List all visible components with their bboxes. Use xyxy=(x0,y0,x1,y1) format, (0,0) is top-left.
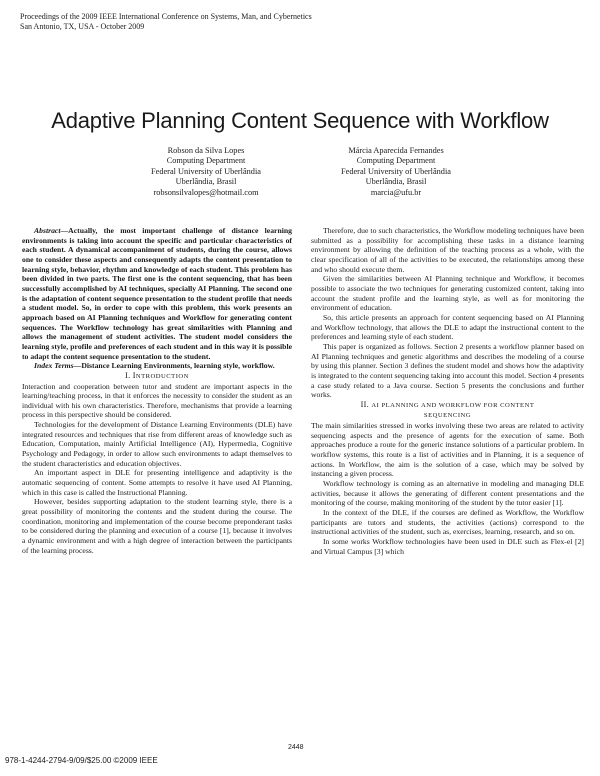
paper-title: Adaptive Planning Content Sequence with Workflow xyxy=(51,108,549,133)
index-terms-text: —Distance Learning Environments, learning style, workflow. xyxy=(73,361,275,371)
author-university: Federal University of Uberlândia xyxy=(151,166,261,176)
author-university: Federal University of Uberlândia xyxy=(341,166,451,176)
author-block-2 xyxy=(286,146,506,198)
author-name: Robson da Silva Lopes xyxy=(167,146,245,155)
paragraph: Technologies for the development of Distance Learning Environments (DLE) have integrated resources and techniques that rise from different areas of knowledge such as Education, Computation, mainly Artificial Intelligence (AI), Hypermedia, Cognitive Psychology and Pedagogy, in order to allow such environments to adapt themselves to the student characteristics and education objectives. xyxy=(22,420,292,468)
section-title-rest: NTRODUCTION xyxy=(135,372,189,380)
right-column xyxy=(311,226,584,556)
section-1-heading xyxy=(22,371,292,382)
isbn-footer: 978-1-4244-2794-9/09/$25.00 ©2009 IEEE xyxy=(5,756,158,765)
author-name: Márcia Aparecida Fernandes xyxy=(348,146,444,155)
proceedings-line-2: San Antonio, TX, USA - October 2009 xyxy=(20,22,145,31)
paragraph: The main similarities stressed in works involving these two areas are related to activity sequencing aspects and the presence of agents for the execution of same. Both approaches produce a route for the generic instance solutions of a particular problem. In workflow systems, this route is a list of activities and in Planning, it is a sequence of actions. In Workflow, the aim is the solution of a case, which may be solved by instancing a given process. xyxy=(311,421,584,479)
section-title-line-2: SEQUENCING xyxy=(423,412,472,420)
author-email: robsonsilvalopes@hotmail.com xyxy=(153,187,259,197)
section-first-letter: I xyxy=(132,370,136,380)
abstract xyxy=(22,226,292,361)
paragraph: An important aspect in DLE for presenting intelligence and adaptivity is the automatic sequencing of content. Some attempts to resolve it have used AI Planning, which in this case is called the Instructional Planning. xyxy=(22,468,292,497)
abstract-text: —Actually, the most important challenge of distance learning environments is taking into account the specific and particular characteristics of each student. A dynamical accompaniment of students, during the course, allows one to consider these aspects and consequently adapts the content presentation to learning style, behavior, rhythm and knowledge of each student. This problem has been divided in two parts. The first one is the content sequencing, that has been successfully accomplished by AI techniques, specially AI Planning. The second one is the adaptation of content sequence presentation to the student profile that needs a student model. So, in order to cope with this problem, this work presents an approach based on AI Planning techniques and Workflow for generating content sequences. The Workflow technology has great similarities with Planning and allows the management of student activities. The student model considers the learning style, profile and preferences of each student and in this way it is possible to adapt the content sequence presentation to the student. xyxy=(22,226,292,361)
author-city: Uberlândia, Brasil xyxy=(365,177,427,187)
paragraph: So, this article presents an approach for content sequencing based on AI Planning and Workflow technology, that allows the DLE to adapt the instructional content to the preferences and learning style of each student. xyxy=(311,312,584,342)
author-dept: Computing Department xyxy=(166,156,246,166)
paragraph: Interaction and cooperation between tutor and student are important aspects in the learning/teaching process, in that it enforces the necessity to consider the student as an individual with his own characteristics. Therefore, mechanisms that provide a learning process in this perspective should be considered. xyxy=(22,381,292,420)
paragraph: Given the similarities between AI Planning technique and Workflow, it becomes possible to associate the two techniques for generating customized content, taking into account the student profile and the learning style, as well as for monitoring the environment of education. xyxy=(311,274,584,313)
index-terms-label: Index Terms xyxy=(34,361,74,371)
author-city: Uberlândia, Brasil xyxy=(175,177,237,187)
proceedings-line-1: Proceedings of the 2009 IEEE International Conference on Systems, Man, and Cybernetics xyxy=(20,12,312,21)
left-column xyxy=(22,226,292,555)
section-numeral: II. xyxy=(360,399,370,409)
paragraph: Therefore, due to such characteristics, the Workflow modeling techniques have been submitted as a possibility for accomplishing these tasks in a distance learning environment by allowing the definition of the teaching process as a whole, with the clear specification of all of the activities to be executed, the relationships among these and who should execute them. xyxy=(311,226,584,274)
section-2-heading xyxy=(311,400,584,421)
section-title-line-1: AI PLANNING AND WORKFLOW FOR CONTENT xyxy=(371,401,535,409)
paragraph: This paper is organized as follows. Section 2 presents a workflow planner based on AI Planning techniques and genetic algorithms and describes the modeling of a course by using this planner. Section 3 defines the student model and shows how the adaptivity is integrated to the content sequencing taking into account this model. Section 4 presents a case study related to a Java course. Section 5 presents the conclusions and further works. xyxy=(311,341,584,400)
section-numeral: I. xyxy=(125,370,131,380)
paragraph: However, besides supporting adaptation to the student learning style, there is a great possibility of monitoring the contents and the student during the course. The coordination, monitoring and implementation of the course become preponderant tasks to be considered during the planning and execution of a course [1], because it involves a dynamic environment and with a high degree of interaction between the participants of the learning process. xyxy=(22,497,292,555)
index-terms xyxy=(22,361,292,371)
paragraph: Workflow technology is coming as an alternative in modeling and managing DLE activities, because it allows the generating of different content presentations and the monitoring of the course, making monitoring of the student by the tutor easier [1]. xyxy=(311,479,584,508)
abstract-label: Abstract xyxy=(34,226,61,235)
paragraph: In some works Workflow technologies have been used in DLE such as Flex-el [2] and Virtual Campus [3] which xyxy=(311,537,584,556)
paragraph: In the context of the DLE, if the courses are defined as Workflow, the Workflow participants are tutors and students, the activities (actions) correspond to the instructional activities of the student, such as, exercises, learning, research, and so on. xyxy=(311,508,584,537)
page-number: 2448 xyxy=(288,744,304,751)
author-dept: Computing Department xyxy=(356,156,436,166)
author-email: marcia@ufu.br xyxy=(370,187,422,197)
proceedings-header xyxy=(20,12,312,32)
author-block-1 xyxy=(96,146,316,198)
